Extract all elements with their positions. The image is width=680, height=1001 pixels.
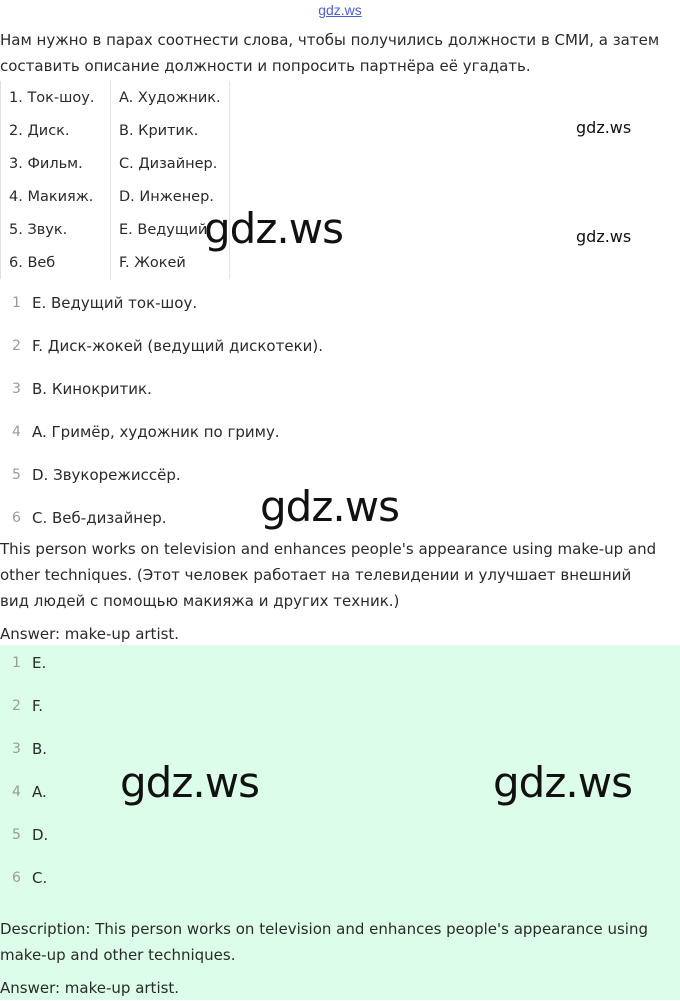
list-item-text: E. Ведущий ток-шоу.	[32, 294, 198, 312]
list-item-text: E.	[32, 654, 47, 672]
matching-word-cell: 6. Веб	[1, 246, 111, 279]
matching-word-cell: 1. Ток-шоу.	[1, 81, 111, 114]
list-item-text: A.	[32, 783, 47, 801]
matching-table-row	[1, 246, 230, 279]
answer-2: Answer: make-up artist.	[0, 979, 180, 997]
list-item-number: 6	[12, 870, 21, 886]
list-item	[0, 421, 680, 464]
matching-word-cell: 4. Макияж.	[1, 180, 111, 213]
list-item-number: 1	[12, 295, 21, 311]
matching-option-cell: D. Инженер.	[111, 180, 230, 213]
list-item	[0, 335, 680, 378]
site-link[interactable]: gdz.ws	[318, 2, 362, 18]
matching-option-cell: B. Критик.	[111, 114, 230, 147]
list-item-number: 2	[12, 698, 21, 714]
list-item	[0, 378, 680, 421]
answer-1: Answer: make-up artist.	[0, 625, 180, 643]
list-item-number: 5	[12, 827, 21, 843]
matching-option-cell: A. Художник.	[111, 81, 230, 114]
matching-word-cell: 2. Диск.	[1, 114, 111, 147]
list-item-number: 6	[12, 510, 21, 526]
list-item-number: 4	[12, 784, 21, 800]
watermark: gdz.ws	[493, 758, 632, 807]
matching-word-cell: 5. Звук.	[1, 213, 111, 246]
list-item-number: 4	[12, 424, 21, 440]
list-item-text: B.	[32, 740, 48, 758]
list-item	[0, 824, 680, 867]
list-item-number: 3	[12, 741, 21, 757]
list-item-text: F.	[32, 697, 43, 715]
watermark: gdz.ws	[576, 227, 632, 246]
watermark: gdz.ws	[120, 758, 259, 807]
list-item-number: 2	[12, 338, 21, 354]
list-item-text: D.	[32, 826, 49, 844]
list-item	[0, 695, 680, 738]
matching-word-cell: 3. Фильм.	[1, 147, 111, 180]
task-intro: Нам нужно в парах соотнести слова, чтобы получились должности в СМИ, а затем составить описание должности и попросить партнёра её угадать.	[0, 31, 660, 75]
description-2: Description: This person works on television and enhances people's appearance using make-up and other techniques.	[0, 920, 648, 964]
list-item-text: C.	[32, 869, 48, 887]
matching-table-row	[1, 114, 230, 147]
list-item-number: 3	[12, 381, 21, 397]
watermark: gdz.ws	[260, 482, 399, 531]
matching-table-row	[1, 147, 230, 180]
list-item-text: A. Гримёр, художник по гриму.	[32, 423, 280, 441]
list-item-text: F. Диск-жокей (ведущий дискотеки).	[32, 337, 323, 355]
matching-option-cell: F. Жокей	[111, 246, 230, 279]
watermark: gdz.ws	[204, 204, 343, 253]
list-item-number: 1	[12, 655, 21, 671]
matching-table-row	[1, 213, 230, 246]
watermark: gdz.ws	[576, 118, 632, 137]
matching-option-cell: E. Ведущий.	[111, 213, 230, 246]
matching-table-row	[1, 81, 230, 114]
matching-option-cell: C. Дизайнер.	[111, 147, 230, 180]
list-item-text: B. Кинокритик.	[32, 380, 152, 398]
matching-table	[0, 81, 230, 279]
list-item	[0, 867, 680, 910]
list-item-text: C. Веб-дизайнер.	[32, 509, 167, 527]
description-1: This person works on television and enhances people's appearance using make-up and other techniques. (Этот человек работает на телевидении и улучшает внешний вид людей с помощью макияжа и других техник.)	[0, 540, 657, 610]
list-item	[0, 292, 680, 335]
list-item	[0, 652, 680, 695]
list-item-number: 5	[12, 467, 21, 483]
list-item-text: D. Звукорежиссёр.	[32, 466, 181, 484]
matching-table-row	[1, 180, 230, 213]
